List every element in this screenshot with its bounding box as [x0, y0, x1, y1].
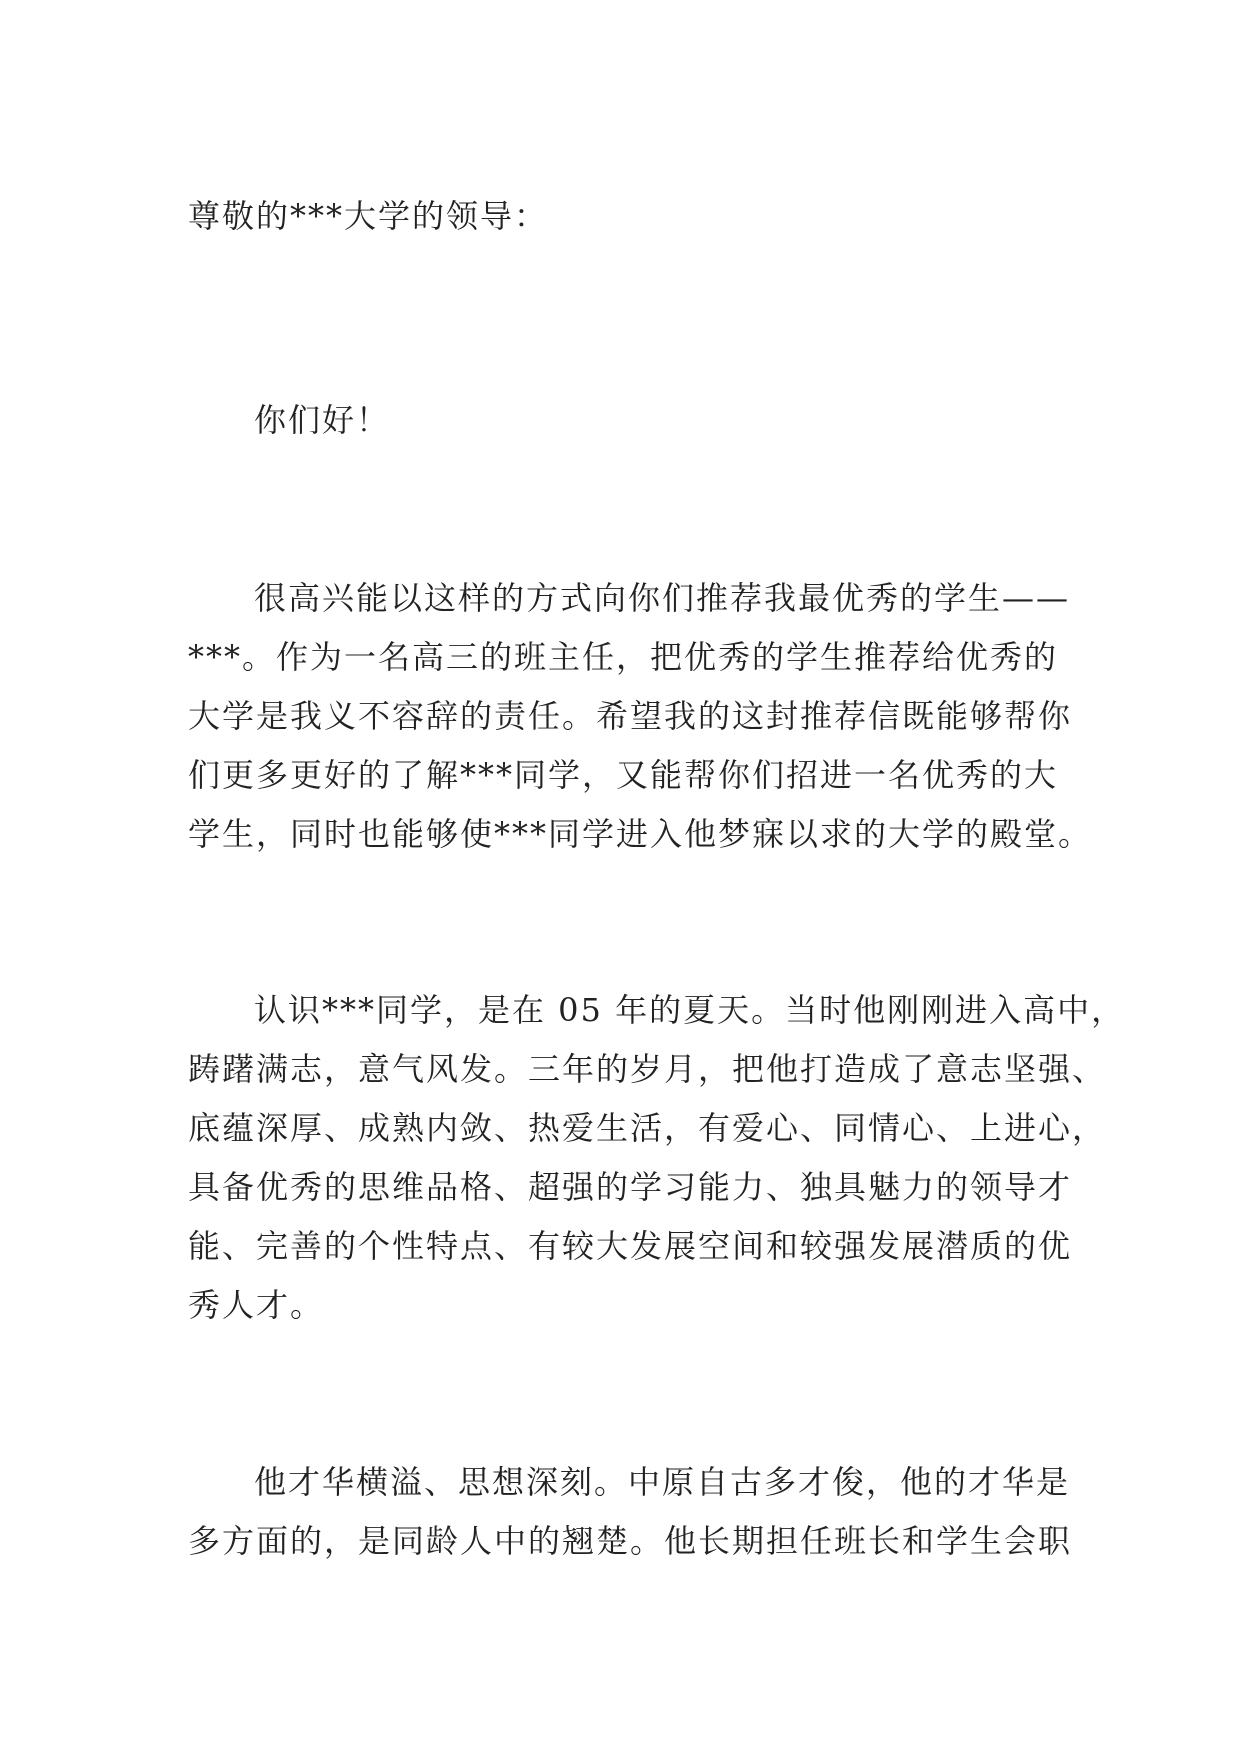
greeting: 你们好！: [254, 401, 391, 439]
paragraph-3-line-2: 多方面的，是同龄人中的翘楚。他长期担任班长和学生会职: [188, 1522, 1073, 1560]
paragraph-1-line-5: 学生，同时也能够使***同学进入他梦寐以求的大学的殿堂。: [188, 815, 1093, 853]
paragraph-2-line-6: 秀人才。: [188, 1286, 325, 1324]
paragraph-2-line-3: 底蕴深厚、成熟内敛、热爱生活，有爱心、同情心、上进心，: [188, 1109, 1107, 1147]
paragraph-3-line-1: 他才华横溢、思想深刻。中原自古多才俊，他的才华是: [254, 1463, 1071, 1501]
paragraph-1-line-2: ***。作为一名高三的班主任，把优秀的学生推荐给优秀的: [188, 638, 1059, 676]
paragraph-1-line-1: 很高兴能以这样的方式向你们推荐我最优秀的学生——: [254, 579, 1071, 617]
paragraph-2-line-5: 能、完善的个性特点、有较大发展空间和较强发展潜质的优: [188, 1227, 1073, 1265]
paragraph-1-line-3: 大学是我义不容辞的责任。希望我的这封推荐信既能够帮你: [188, 697, 1073, 735]
salutation: 尊敬的***大学的领导：: [188, 197, 549, 235]
paragraph-2-line-4: 具备优秀的思维品格、超强的学习能力、独具魅力的领导才: [188, 1168, 1073, 1206]
paragraph-1-line-4: 们更多更好的了解***同学，又能帮你们招进一名优秀的大: [188, 756, 1059, 794]
paragraph-2-line-1: 认识***同学，是在 05 年的夏天。当时他刚刚进入高中，: [254, 991, 1126, 1029]
paragraph-2-line-2: 踌躇满志，意气风发。三年的岁月，把他打造成了意志坚强、: [188, 1050, 1107, 1088]
